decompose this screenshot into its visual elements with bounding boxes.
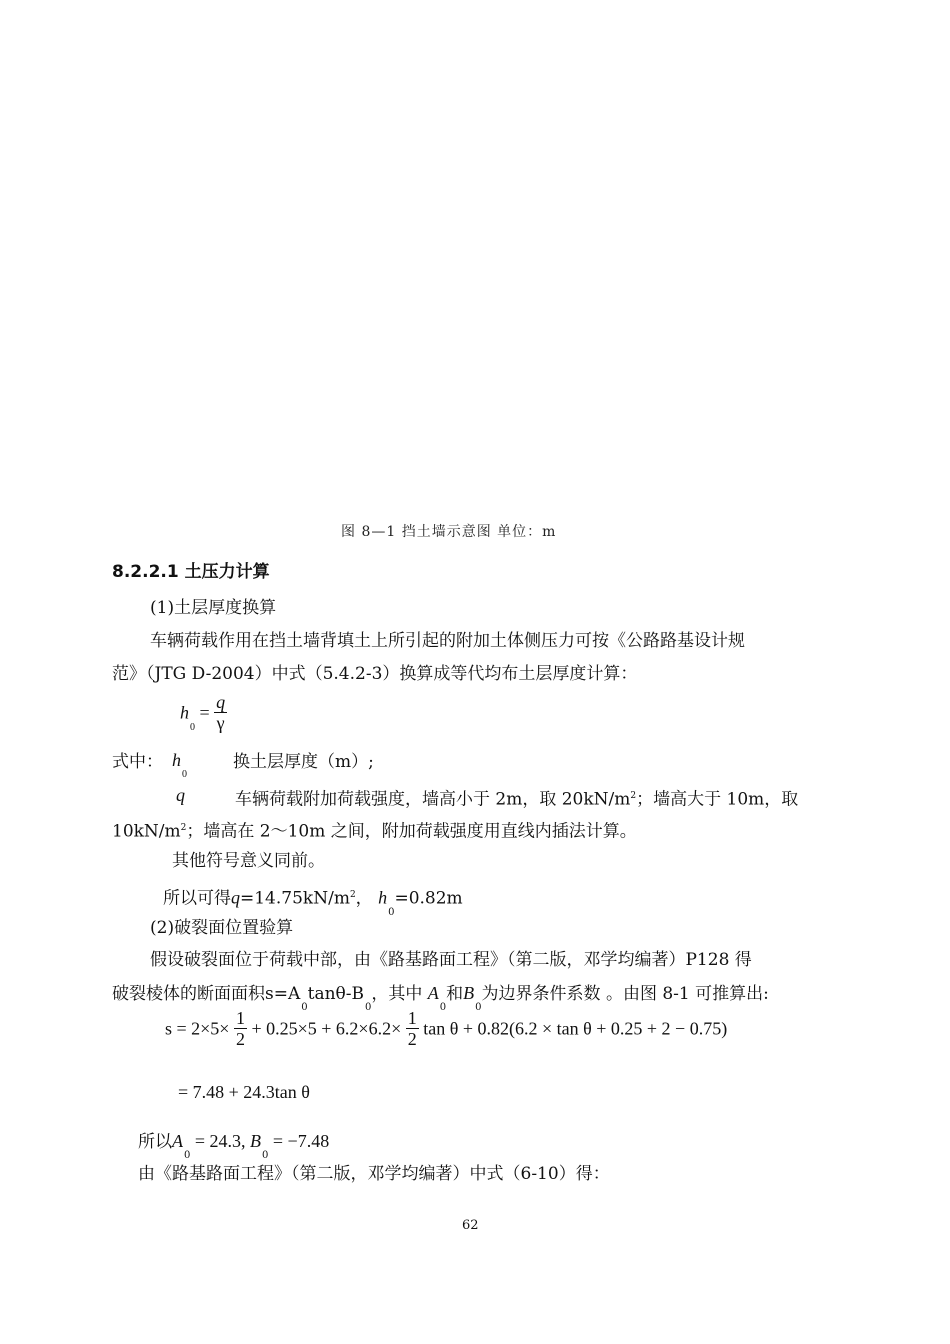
symbol-B: B	[250, 1131, 262, 1151]
text-span: 为边界条件系数 。由图 8-1 可推算出:	[481, 984, 769, 1004]
formula-area	[165, 1010, 727, 1051]
text-span: ；墙高在 2～10m 之间，附加荷载强度用直线内插法计算。	[186, 821, 637, 842]
page-number: 62	[462, 1218, 479, 1233]
formula-area-result: = 7.48 + 24.3tan θ	[178, 1082, 310, 1102]
subscript: 0	[388, 906, 395, 918]
formula-part: s = 2×5×	[165, 1018, 230, 1039]
result-line-2	[138, 1130, 330, 1161]
symbol-h: h	[180, 702, 189, 723]
subscript: 0	[184, 1150, 191, 1161]
text-span: 车辆荷载附加荷载强度，墙高小于 2m，取 20kN/m	[235, 789, 631, 810]
value-h0: =0.82m	[394, 888, 463, 909]
fraction-numerator: 1	[235, 1008, 245, 1028]
superscript: 2	[630, 791, 637, 801]
subscript: 0	[475, 1002, 482, 1013]
formula-part: + 0.25×5 + 6.2×6.2×	[251, 1018, 402, 1039]
formula-h0	[180, 694, 227, 735]
value-q: =14.75kN/m	[240, 888, 350, 909]
value-B0: = −7.48	[268, 1131, 330, 1151]
subscript: 0	[439, 1002, 447, 1013]
paragraph-line: 由《路基路面工程》（第二版，邓学均编著）中式（6-10）得：	[138, 1164, 610, 1184]
where-label: 式中：	[112, 752, 163, 772]
superscript: 2	[349, 890, 356, 900]
figure-caption: 图 8—1 挡土墙示意图 单位：m	[341, 524, 557, 540]
text-span: ，其中	[371, 984, 423, 1004]
text-span: 10kN/m	[112, 821, 181, 842]
section-heading: 8.2.2.1 土压力计算	[112, 562, 270, 582]
fraction	[406, 1008, 419, 1049]
subsection-title-2: (2)破裂面位置验算	[150, 918, 294, 938]
text-span: 所以可得	[163, 888, 231, 909]
formula-part: tan θ + 0.82(6.2 × tan θ + 0.25 + 2 − 0.75)	[423, 1018, 728, 1039]
paragraph-line	[112, 982, 769, 1013]
where-desc-q-cont	[112, 817, 637, 843]
fraction-denominator: 2	[407, 1029, 417, 1049]
subscript: 0	[262, 1150, 269, 1161]
result-line-1	[163, 884, 463, 918]
subsection-title-1: (1)土层厚度换算	[150, 598, 277, 618]
value-A0: = 24.3,	[190, 1131, 251, 1151]
symbol-h: h	[172, 750, 181, 770]
text-span: 和	[446, 984, 464, 1004]
paragraph-line: 车辆荷载作用在挡土墙背填土上所引起的附加土体侧压力可按《公路路基设计规	[150, 631, 745, 651]
fraction-numerator: 1	[407, 1008, 417, 1028]
subscript: 0	[365, 1002, 372, 1013]
superscript: 2	[180, 823, 187, 833]
other-symbols-note: 其他符号意义同前。	[172, 851, 325, 871]
symbol-A: A	[427, 983, 439, 1003]
text-span: 所以	[138, 1132, 172, 1152]
equals-sign: =	[199, 702, 210, 723]
where-symbol-h0	[172, 750, 187, 780]
paragraph-line: 范》（JTG D-2004）中式（5.4.2-3）换算成等代均布土层厚度计算：	[112, 664, 638, 684]
where-desc-h0: 换土层厚度（m）;	[233, 752, 374, 772]
fraction-numerator: q	[216, 692, 226, 712]
text-span: ；墙高大于 10m，取	[636, 789, 799, 810]
subscript: 0	[190, 721, 195, 733]
paragraph-line: 假设破裂面位于荷载中部，由《路基路面工程》（第二版，邓学均编著）P128 得	[150, 950, 752, 970]
symbol-q: q	[231, 887, 240, 908]
fraction-denominator: γ	[216, 713, 225, 733]
symbol-h: h	[378, 887, 388, 908]
text-span: 破裂棱体的断面面积s=A	[112, 984, 301, 1004]
fraction	[214, 692, 227, 733]
symbol-A: A	[172, 1131, 183, 1151]
fraction	[234, 1008, 247, 1049]
fraction-denominator: 2	[235, 1029, 245, 1049]
symbol-B: B	[463, 983, 475, 1003]
where-desc-q	[235, 785, 798, 811]
subscript: 0	[182, 769, 187, 780]
subscript: 0	[301, 1002, 308, 1013]
text-span: tanθ-B	[307, 984, 365, 1004]
separator: ，	[355, 888, 373, 909]
where-symbol-q: q	[176, 785, 185, 805]
